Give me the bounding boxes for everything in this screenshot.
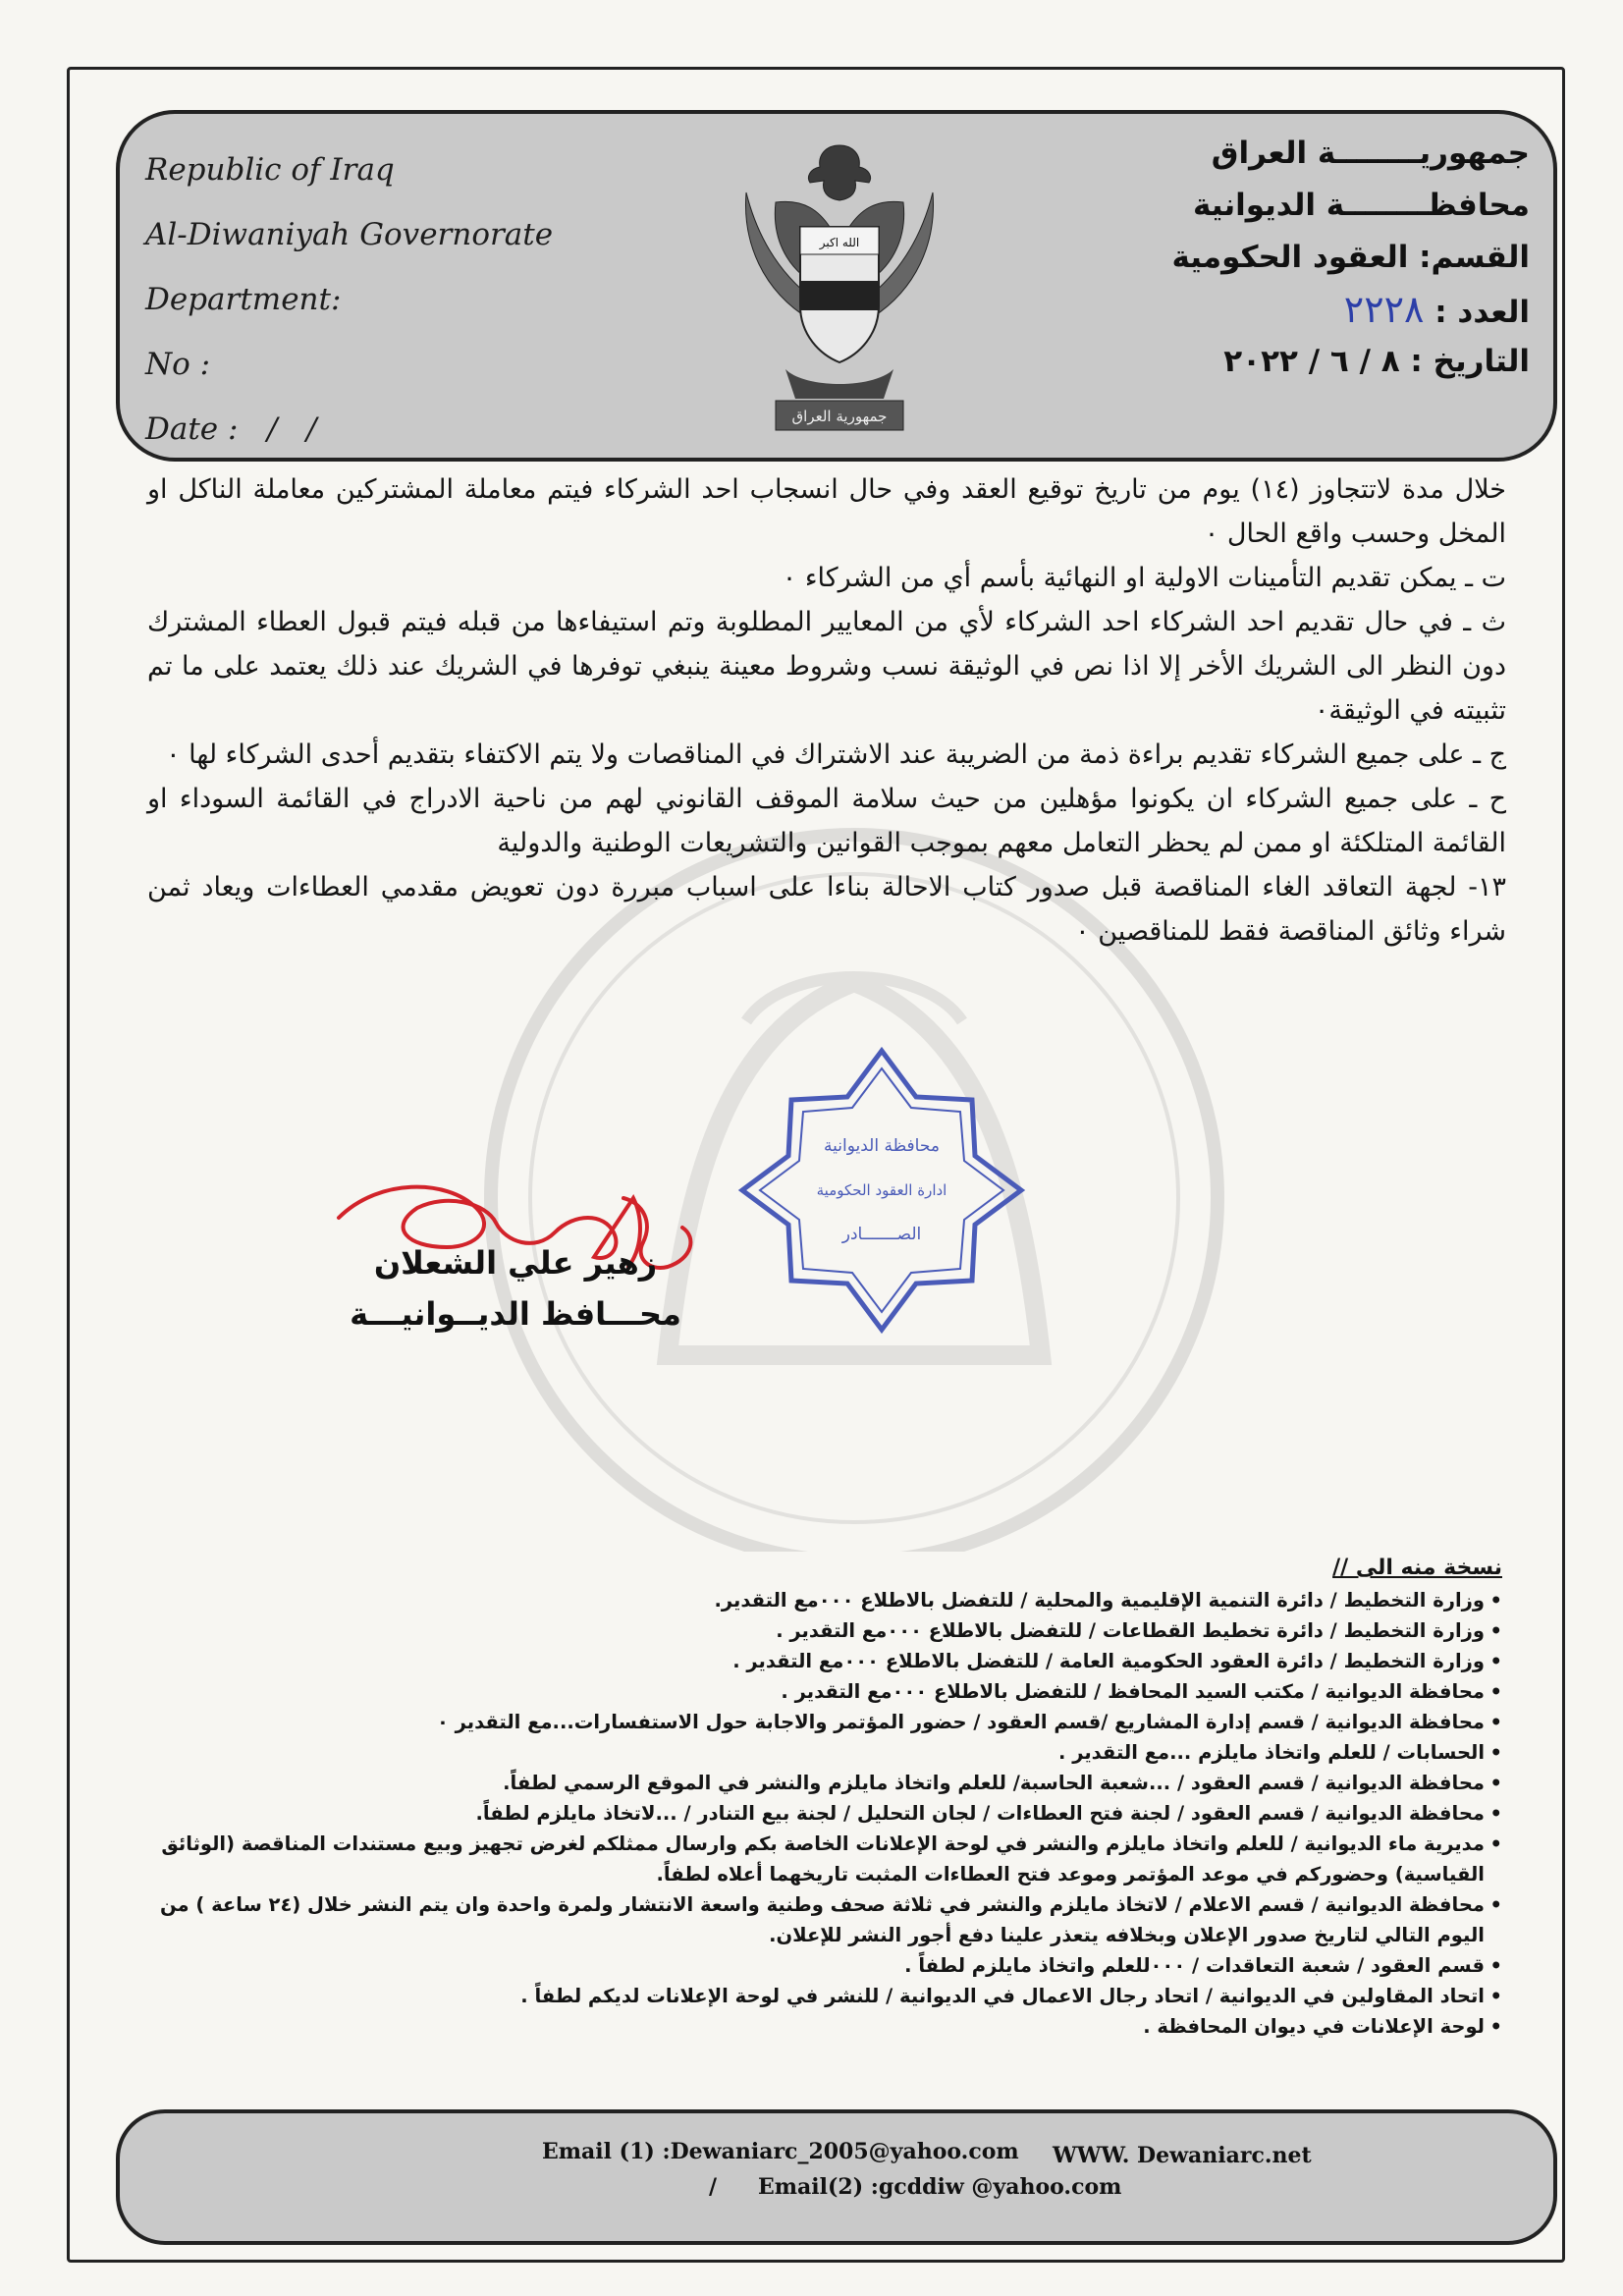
official-stamp [734, 1043, 1029, 1338]
copies-list [147, 1585, 1502, 2042]
footer-separator: / [709, 2174, 718, 2200]
copy-recipient: • مديرية ماء الديوانية / للعلم واتخاذ مايلزم والنشر في لوحة الإعلانات الخاصة بكم وارسال ممثلكم لغرض تجهيز وبيع مستندات المناقصة (الوثائق القياسية) وحضوركم في موعد المؤتمر وموعد فتح العطاءات المثبت تاريخهما أعلاه لطفاً. [147, 1829, 1502, 1889]
copy-recipient: • وزارة التخطيط / دائرة العقود الحكومية العامة / للتفضل بالاطلاع ٠٠٠مع التقدير . [147, 1646, 1502, 1676]
signatory-name: زهير علي الشعلان [373, 1244, 658, 1282]
arabic-letterhead [1171, 128, 1530, 388]
stamp-line-3: الصـــــــادر [841, 1225, 922, 1244]
body-paragraph: ج ـ على جميع الشركاء تقديم براءة ذمة من الضريبة عند الاشتراك في المناقصات ولا يتم الاكتفاء بتقديم أحدى الشركاء لها ٠ [166, 739, 1506, 770]
copy-recipient: • وزارة التخطيط / دائرة التنمية الإقليمية والمحلية / للتفضل بالاطلاع ٠٠٠مع التقدير. [147, 1585, 1502, 1615]
arabic-department: القسم: العقود الحكومية [1171, 240, 1530, 275]
arabic-country: جمهوريــــــــة العراق [1211, 136, 1530, 171]
copies-to [147, 1552, 1502, 2042]
copy-recipient: • محافظة الديوانية / قسم العقود / لجنة فتح العطاءات / لجان التحليل / لجنة بيع التنادر / ...لاتخاذ مايلزم لطفاً. [147, 1798, 1502, 1829]
arabic-number-value: ٢٢٢٨ [1343, 288, 1425, 331]
copy-recipient: • محافظة الديوانية / قسم إدارة المشاريع /قسم العقود / حضور المؤتمر والاجابة حول الاستفسارات...مع التقدير ٠ [147, 1707, 1502, 1737]
emblem-shield-text: الله اكبر [819, 236, 860, 249]
copy-recipient: • قسم العقود / شعبة التعاقدات / ٠٠٠للعلم واتخاذ مايلزم لطفاً . [147, 1950, 1502, 1981]
body-paragraph: ١٣- لجهة التعاقد الغاء المناقصة قبل صدور كتاب الاحالة بناءا على اسباب مبررة دون تعويض مقدمي العطاءات ويعاد ثمن شراء وثائق المناقصة فقط للمناقصين ٠ [147, 872, 1506, 947]
english-date-label: Date : / / [145, 411, 317, 447]
arabic-date-row [1171, 336, 1530, 388]
copy-recipient: • الحسابات / للعلم واتخاذ مايلزم ...مع التقدير . [147, 1737, 1502, 1768]
body-paragraph: ت ـ يمكن تقديم التأمينات الاولية او النهائية بأسم أي من الشركاء ٠ [782, 563, 1506, 593]
copy-recipient: • محافظة الديوانية / قسم العقود / ...شعبة الحاسبة/ للعلم واتخاذ مايلزم والنشر في الموقع الرسمي لطفاً. [147, 1768, 1502, 1798]
body-paragraph: ث ـ في حال تقديم احد الشركاء احد الشركاء لأي من المعايير المطلوبة وتم استيفاءها من قبله فيتم قبول العطاء المشترك دون النظر الى الشريك الأخر إلا اذا نص في الوثيقة نسب وشروط معينة ينبغي توفرها في الشريك عند ذلك يعتمد على ما تم تثبيته في الوثيقة٠ [147, 607, 1506, 726]
arabic-number-label: العدد : [1434, 295, 1530, 330]
arabic-date-value: ٨ / ٦ / ٢٠٢٢ [1223, 344, 1400, 379]
stamp-line-2: ادارة العقود الحكومية [816, 1181, 947, 1199]
english-country: Republic of Iraq [145, 152, 395, 188]
footer-website: WWW. Dewaniarc.net [1053, 2143, 1312, 2168]
copies-title: نسخة منه الى // [1332, 1556, 1502, 1580]
copy-recipient: • لوحة الإعلانات في ديوان المحافظة . [147, 2011, 1502, 2042]
copy-recipient: • اتحاد المقاولين في الديوانية / اتحاد رجال الاعمال في الديوانية / للنشر في لوحة الإعلانات لديكم لطفاً . [147, 1981, 1502, 2011]
english-number-label: No : [145, 347, 211, 382]
english-department-label: Department: [145, 282, 342, 317]
signatory [324, 1237, 707, 1339]
emblem-banner-text: جمهورية العراق [791, 408, 888, 425]
stamp-line-1: محافظة الديوانية [824, 1136, 940, 1156]
iraq-eagle-emblem [717, 134, 962, 448]
footer-email-2: Email(2) :gcddiw @yahoo.com [758, 2174, 1122, 2200]
copy-recipient: • محافظة الديوانية / قسم الاعلام / لاتخاذ مايلزم والنشر في ثلاثة صحف وطنية واسعة الانتشار ولمرة واحدة وان يتم النشر خلال (٢٤ ساعة ) من اليوم التالي لتاريخ صدور الإعلان وبخلافه يتعذر علينا دفع أجور النشر للإعلان. [147, 1889, 1502, 1950]
footer [116, 2109, 1557, 2245]
english-governorate: Al-Diwaniyah Governorate [145, 217, 554, 252]
copy-recipient: • محافظة الديوانية / مكتب السيد المحافظ / للتفضل بالاطلاع ٠٠٠مع التقدير . [147, 1676, 1502, 1707]
letterhead [116, 110, 1557, 462]
footer-email-1: Email (1) :Dewaniarc_2005@yahoo.com [542, 2139, 1019, 2164]
arabic-number-row [1171, 284, 1530, 336]
arabic-date-label: التاريخ : [1410, 344, 1530, 379]
body-paragraph: خلال مدة لاتتجاوز (١٤) يوم من تاريخ توقيع العقد وفي حال انسجاب احد الشركاء فيتم معاملة المشتركين معاملة الناكل او المخل وحسب واقع الحال ٠ [147, 474, 1507, 549]
copy-recipient: • وزارة التخطيط / دائرة تخطيط القطاعات / للتفضل بالاطلاع ٠٠٠مع التقدير . [147, 1615, 1502, 1646]
arabic-governorate: محافظــــــــة الديوانية [1193, 188, 1530, 223]
english-letterhead [145, 137, 553, 462]
signatory-title: محـــافظ الديــوانيـــة [350, 1295, 681, 1333]
body-paragraph: ح ـ على جميع الشركاء ان يكونوا مؤهلين من حيث سلامة الموقف القانوني لهم من ناحية الادراج في القائمة السوداء او القائمة المتلكئة او ممن لم يحظر التعامل معهم بموجب القوانين والتشريعات الوطنية والدولية [147, 784, 1506, 858]
letter-body [147, 467, 1506, 954]
